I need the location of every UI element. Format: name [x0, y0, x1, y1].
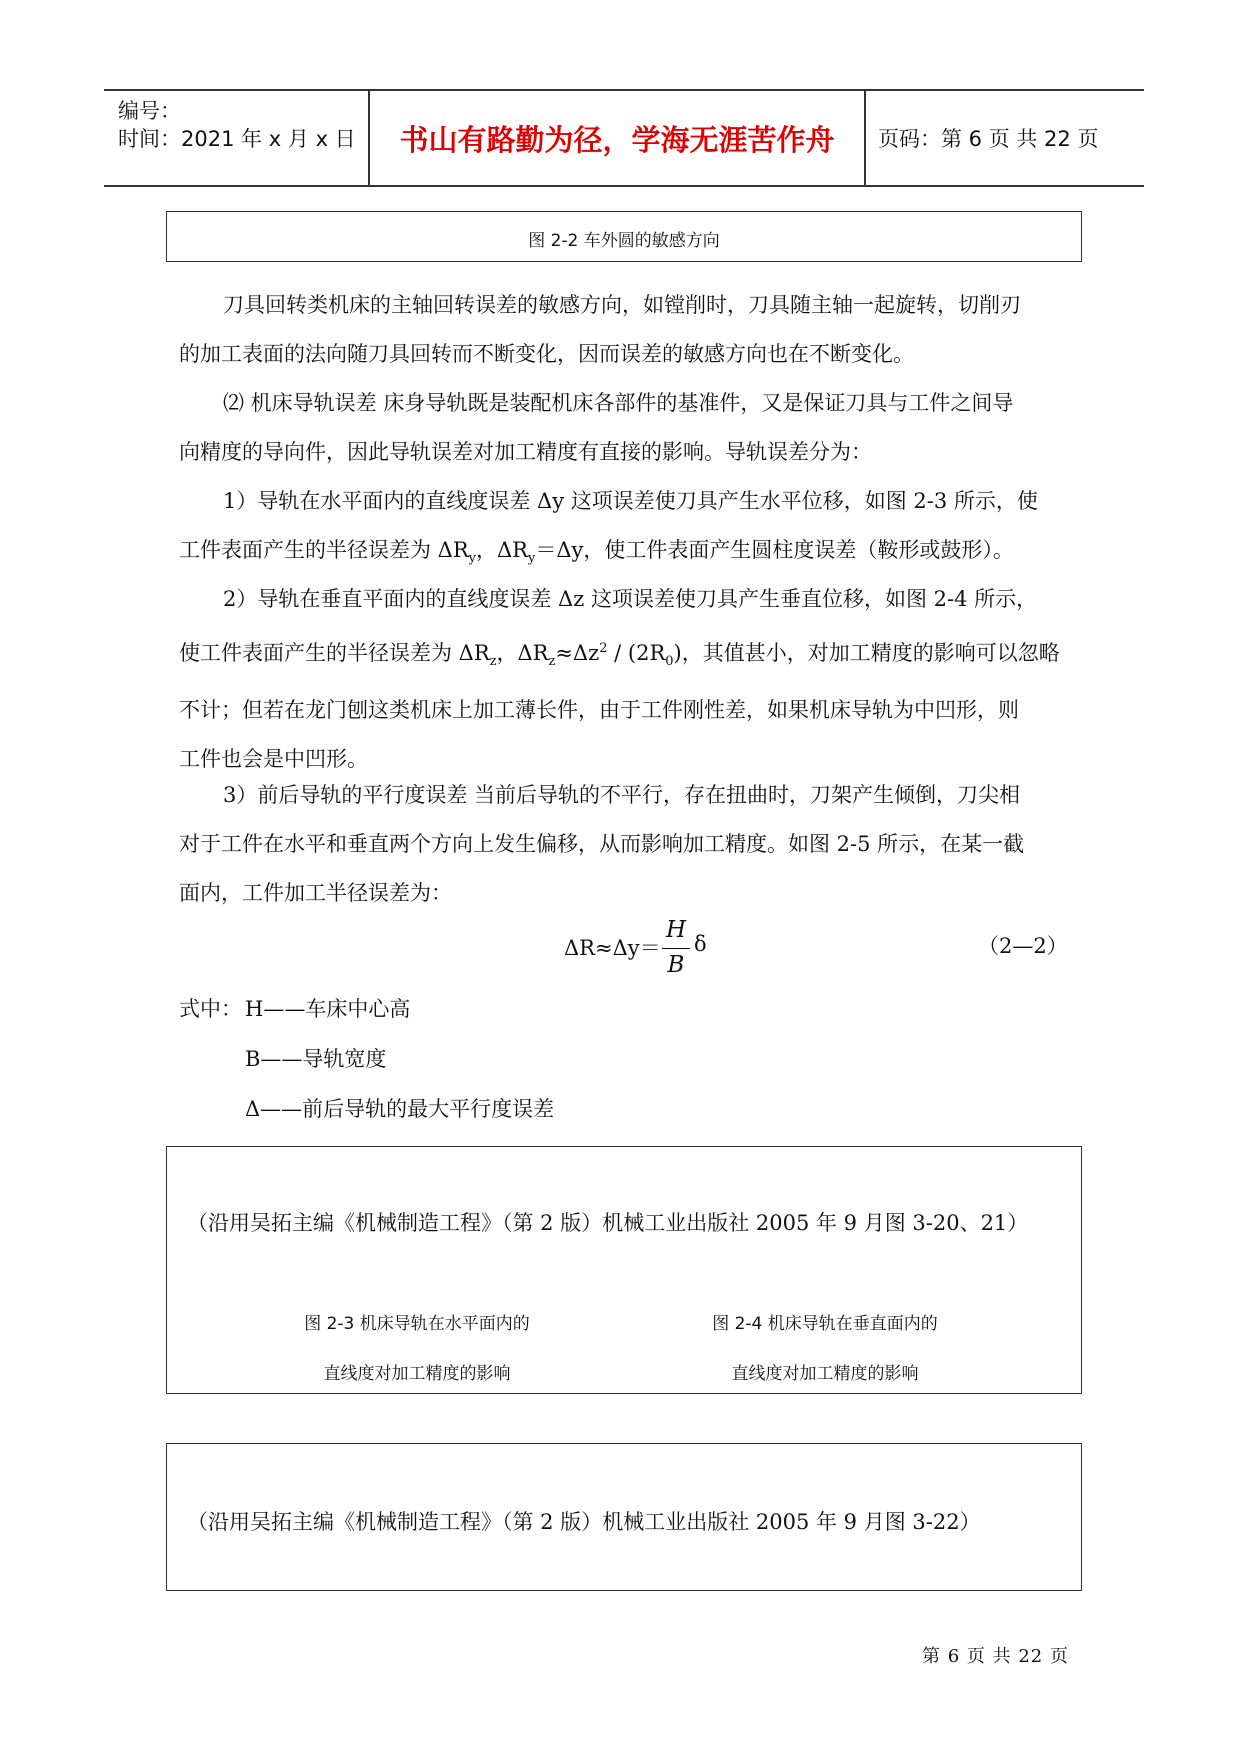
fraction-bar: [662, 948, 690, 949]
figure-2-3-4-source: （沿用吴拓主编《机械制造工程》（第 2 版）机械工业出版社 2005 年 9 月图 3-20、21）: [187, 1211, 1029, 1235]
figure-2-2-caption: 图 2-2 车外圆的敏感方向: [528, 231, 720, 251]
number-label: 编号：: [118, 99, 181, 123]
time-label: 时间：2021 年 x 月 x 日: [118, 127, 356, 151]
definition-h: H——车床中心高: [245, 997, 411, 1021]
definition-delta: Δ——前后导轨的最大平行度误差: [245, 1097, 555, 1121]
figure-2-3-caption-line2: 直线度对加工精度的影响: [323, 1364, 511, 1384]
figure-2-3-caption-line1: 图 2-3 机床导轨在水平面内的: [304, 1314, 530, 1334]
page-label: 页码：第 6 页 共 22 页: [878, 127, 1099, 151]
formula-rhs: δ: [694, 932, 707, 956]
figure-2-2-box: [166, 211, 1082, 262]
page-header: [104, 89, 1144, 187]
paragraph-guideway: ⑵ 机床导轨误差 床身导轨既是装配机床各部件的基准件，又是保证刀具与工件之间导 向精度的导向件，因此导轨误差对加工精度有直接的影响。导轨误差分为：: [179, 391, 1014, 464]
page-footer: 第 6 页 共 22 页: [922, 1646, 1069, 1667]
definition-intro: 式中：: [179, 997, 242, 1021]
definition-b: B——导轨宽度: [245, 1047, 387, 1071]
formula-numerator: H: [665, 917, 687, 943]
paragraph-spindle: 刀具回转类机床的主轴回转误差的敏感方向，如镗削时，刀具随主轴一起旋转，切削刃 的加工表面的法向随刀具回转而不断变化，因而误差的敏感方向也在不断变化。: [179, 293, 1021, 366]
formula-denominator: B: [667, 952, 685, 978]
header-meta-cell: [104, 91, 370, 185]
paragraph-vertical-error: 2）导轨在垂直平面内的直线度误差 Δz 这项误差使刀具产生垂直位移，如图 2-4 所示， 使工件表面产生的半径误差为 $\Delta R_z$，$\Delta R_z\approx\Delta z^2 / (2R_0)$，其值甚小，对加工精度的影响可以忽略 不计；但若在龙门刨这类机床上加工薄长件，由于工件刚性差，如果机床导轨为中凹形，则 工件也会是中凹形。: [179, 587, 1060, 772]
paragraph-parallelism-error: 3）前后导轨的平行度误差 当前后导轨的不平行，存在扭曲时，刀架产生倾倒，刀尖相 对于工件在水平和垂直两个方向上发生偏移，从而影响加工精度。如图 2-5 所示，在某一截 面内，工件加工半径误差为：: [179, 783, 1025, 905]
figure-2-5-box: [166, 1443, 1082, 1591]
figure-2-4-caption-line2: 直线度对加工精度的影响: [731, 1364, 919, 1384]
figure-2-3-4-box: [166, 1146, 1082, 1394]
formula-lhs: ΔR≈Δy＝: [564, 936, 661, 960]
formula-number: （2—2）: [978, 934, 1068, 958]
paragraph-horizontal-error: 1）导轨在水平面内的直线度误差 Δy 这项误差使刀具产生水平位移，如图 2-3 所示，使 工件表面产生的半径误差为 $\Delta R_y$，$\Delta R_y=\Delta y$，使工件表面产生圆柱度误差（鞍形或鼓形）。: [179, 489, 1038, 567]
motto: 书山有路勤为径，学海无涯苦作舟: [370, 91, 866, 185]
figure-2-5-source: （沿用吴拓主编《机械制造工程》（第 2 版）机械工业出版社 2005 年 9 月图 3-22）: [187, 1510, 981, 1534]
figure-2-4-caption-line1: 图 2-4 机床导轨在垂直面内的: [712, 1314, 938, 1334]
